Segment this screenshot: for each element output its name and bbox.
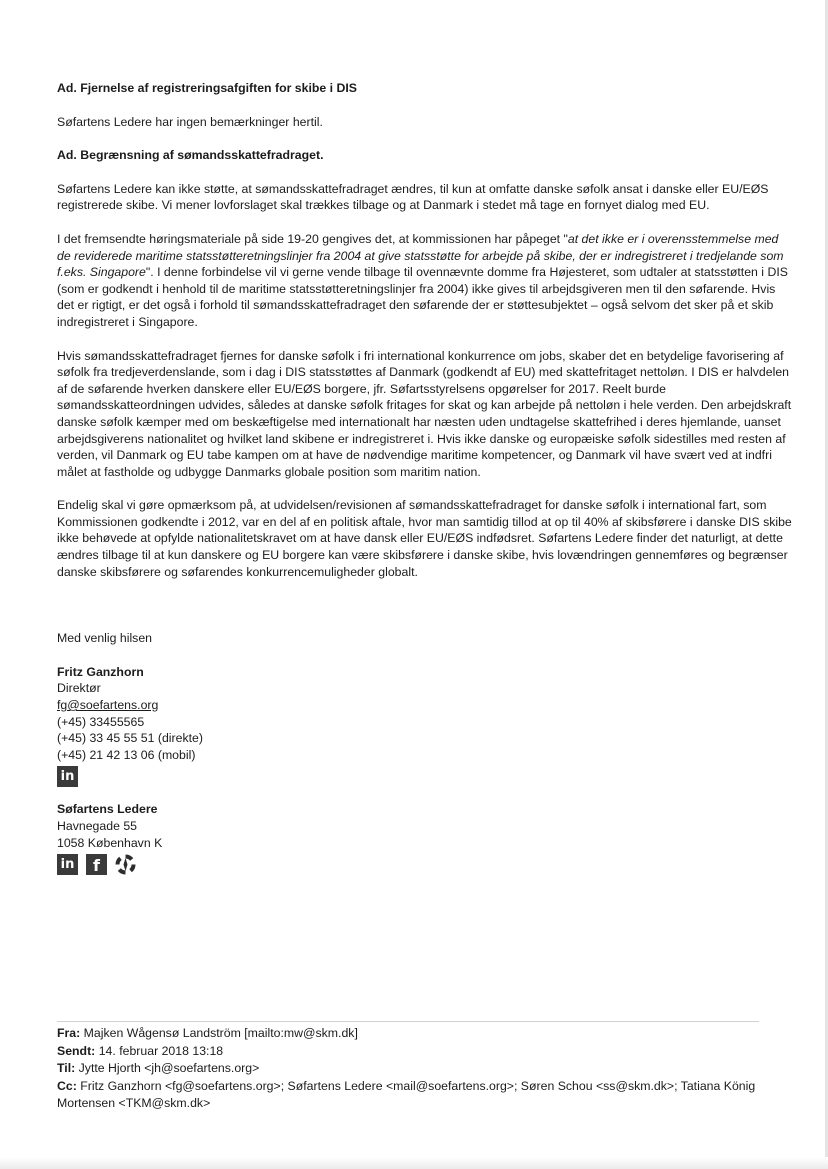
paragraph-4: Endelig skal vi gøre opmærksom på, at udvidelsen/revisionen af sømandsskattefradraget for danske søfolk i international fart, som Kommissionen godkendte i 2012, var en del af en politisk aftale, hvor man samtidig tillod at op til 40% af skibsførere i danske DIS skibe ikke behøvede at opfylde nationalitetskravet om at have dansk eller EU/EØS indfødsret. Søfartens Ledere finder det naturligt, at dette ændres tilbage til at kun danskere og EU borgere kan være skibsførere i danske skibe, hvis lovændringen gennemføres og begrænser danske skibsførere og søfarendes konkurrencemuligheder globalt.	[57, 498, 792, 579]
signer-phone-main: (+45) 33455565	[57, 714, 145, 729]
to-line	[57, 1060, 792, 1078]
paragraph-2	[57, 231, 792, 331]
paragraph-1: Søfartens Ledere kan ikke støtte, at sømandsskattefradraget ændres, til kun at omfatte danske søfolk ansat i danske eller EU/EØS registrerede skibe. Vi mener lovforslaget skal trækkes tilbage og at Danmark i stedet må tage en fornyet dialog med EU.	[57, 181, 769, 213]
section-heading-registration-fee: Ad. Fjernelse af registreringsafgiften for skibe i DIS	[57, 81, 357, 95]
sent-label: Sendt:	[57, 1043, 96, 1058]
paragraph-3: Hvis sømandsskattefradraget fjernes for danske søfolk i fri international konkurrence om jobs, skaber det en betydelige favorisering af søfolk fra tredjeverdenslande, som i dag i DIS statsstøttes af Danmark (godkendt af EU) med skattefritaget nettoløn. I DIS er halvdelen af de søfarende hverken danskere eller EU/EØS borgere, jfr. Søfartsstyrelsens opgørelser for 2017. Reelt burde sømandsskatteordningen udvides, således at danske søfolk fritages for skat og kan arbejde på nettoløn i hele verden. Den arbejdskraft danske søfolk kæmper med om beskæftigelse med internationalt har næsten uden undtagelse skattefrihed i deres hjemlande, uanset arbejdsgiverens nationalitet og hvilket land skibene er indregistreret i. Hvis ikke danske og europæiske søfolk sidestilles med resten af verden, vil Danmark og EU tabe kampen om at have de nødvendige maritime kompetencer, og Danmark vil have svært ved at indfri målet at fastholde og udbygge Danmarks globale position som maritim nation.	[57, 348, 792, 479]
divider	[57, 1021, 759, 1022]
linkedin-icon[interactable]: in	[57, 854, 78, 875]
paragraph-2-quote: at det ikke er i overensstemmelse med de reviderede maritime statsstøtteretningslinjer fra 2004 at give statsstøtte for arbejde på skibe, der er indregistreret i tredjelande som f.eks. Singapore	[57, 231, 784, 280]
signer-phone-direct: (+45) 33 45 55 51 (direkte)	[57, 731, 203, 746]
section-text-registration-fee: Søfartens Ledere har ingen bemærkninger hertil.	[57, 114, 323, 129]
cc-label: Cc:	[57, 1078, 77, 1093]
org-social-links	[57, 854, 792, 875]
paragraph-2-lead: I det fremsendte høringsmateriale på side 19-20 gengives det, at kommissionen har påpeget "	[57, 231, 568, 246]
from-value: Majken Wågensø Landström [mailto:mw@skm.dk]	[83, 1026, 358, 1040]
signer-name: Fritz Ganzhorn	[57, 664, 144, 679]
closing: Med venlig hilsen	[57, 631, 153, 646]
org-name: Søfartens Ledere	[57, 802, 158, 817]
sent-value: 14. februar 2018 13:18	[98, 1043, 224, 1058]
sent-line	[57, 1043, 792, 1061]
section-heading-seaman-tax: Ad. Begrænsning af sømandsskattefradraget.	[57, 148, 324, 163]
scan-bottom-shade	[0, 1157, 828, 1169]
compass-icon[interactable]	[115, 854, 136, 875]
facebook-icon[interactable]: f	[86, 854, 107, 875]
signer-email-link[interactable]: fg@soefartens.org	[57, 698, 159, 713]
paragraph-2-tail: ". I denne forbindelse vil vi gerne vende tilbage til ovennævnte domme fra Højesteret, som udtaler at statsstøtten i DIS (som er godkendt i henhold til de maritime statsstøtteretningslinjer fra 2004) ikke gives til arbejdsgiveren men til den søfarende. Hvis det er rigtigt, er det også i forhold til sømandsskattefradraget den søfarende der er støttesubjektet – også selvom det sker på et skib indregistreret i Singapore.	[57, 265, 788, 329]
signer-title: Direktør	[57, 681, 101, 696]
forwarded-email-header	[57, 1025, 792, 1113]
org-street: Havnegade 55	[57, 819, 137, 833]
from-label: Fra:	[57, 1026, 81, 1040]
cc-value: Fritz Ganzhorn <fg@soefartens.org>; Søfartens Ledere <mail@soefartens.org>; Søren Schou <ss@skm.dk>; Tatiana König Mortensen <TKM@skm.dk>	[57, 1078, 756, 1110]
letter-body	[57, 80, 792, 878]
from-line	[57, 1025, 792, 1043]
signer-phone-mobile: (+45) 21 42 13 06 (mobil)	[57, 747, 196, 762]
linkedin-icon[interactable]: in	[57, 766, 78, 787]
org-city: 1058 København K	[57, 835, 163, 850]
to-value: Jytte Hjorth <jh@soefartens.org>	[78, 1061, 260, 1075]
cc-line	[57, 1078, 792, 1113]
to-label: Til:	[57, 1061, 76, 1075]
signer-social-links	[57, 766, 792, 787]
